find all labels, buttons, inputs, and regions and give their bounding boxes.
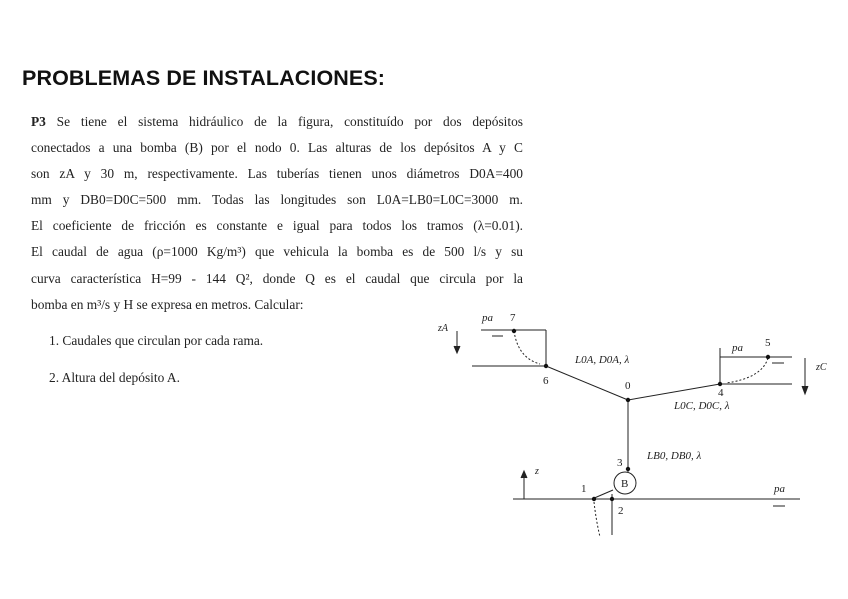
label-node-4: 4 xyxy=(718,387,724,399)
question-1: 1. Caudales que circulan por cada rama. xyxy=(49,333,264,348)
za-arrow xyxy=(454,346,460,353)
node-4-dot xyxy=(718,382,722,386)
label-node-0: 0 xyxy=(625,380,631,392)
z-arrow xyxy=(521,471,527,478)
label-pa-bottom: pa xyxy=(774,483,785,495)
label-pipe-b0: LB0, DB0, λ xyxy=(647,450,702,462)
zc-arrow xyxy=(802,386,808,394)
problem-line-8: bomba en m³/s y H se expresa en metros. Calcular: xyxy=(31,296,304,312)
pipe-0c xyxy=(628,384,720,400)
label-zc: zC xyxy=(816,362,827,373)
node-7-dot xyxy=(512,329,516,333)
label-za: zA xyxy=(438,323,448,334)
label-node-2: 2 xyxy=(618,505,624,517)
problem-line-6: El caudal de agua (ρ=1000 Kg/m³) que vehicula la bomba es de 500 l/s y su xyxy=(31,244,523,260)
label-node-1: 1 xyxy=(581,483,587,495)
suction-streamline xyxy=(594,502,600,537)
problem-label: P3 xyxy=(31,114,46,129)
problem-line-7: curva característica H=99 - 144 Q², donde Q es el caudal que circula por la xyxy=(31,270,523,286)
problem-line-1: P3 Se tiene el sistema hidráulico de la figura, constituído por dos depósitos xyxy=(31,114,523,129)
node-2-dot xyxy=(610,497,614,501)
label-pa-right: pa xyxy=(732,342,743,354)
label-z: z xyxy=(535,466,539,477)
page-title: PROBLEMAS DE INSTALACIONES: xyxy=(22,66,386,90)
label-node-3: 3 xyxy=(617,457,623,469)
label-pa-left: pa xyxy=(482,312,493,324)
node-3-dot xyxy=(626,467,630,471)
label-node-6: 6 xyxy=(543,375,549,387)
label-pipe-0c: L0C, D0C, λ xyxy=(674,400,730,412)
reservoir-c-streamline xyxy=(726,358,768,383)
problem-line-4: mm y DB0=D0C=500 mm. Todas las longitudes son L0A=LB0=L0C=3000 m. xyxy=(31,192,523,208)
reservoir-a-streamline xyxy=(514,331,540,364)
label-node-7: 7 xyxy=(510,312,516,324)
label-pipe-0a: L0A, D0A, λ xyxy=(575,354,630,366)
problem-line-3: son zA y 30 m, respectivamente. Las tuberías tienen unos diámetros D0A=400 xyxy=(31,166,523,182)
problem-line-5: El coeficiente de fricción es constante e igual para todos los tramos (λ=0.01). xyxy=(31,218,523,234)
question-2: 2. Altura del depósito A. xyxy=(49,370,180,385)
node-5-dot xyxy=(766,355,770,359)
node-6-dot xyxy=(544,364,548,368)
node-1-dot xyxy=(592,497,596,501)
node-0-dot xyxy=(626,398,630,402)
label-node-5: 5 xyxy=(765,337,771,349)
label-pump: B xyxy=(621,478,629,490)
problem-line-2: conectados a una bomba (B) por el nodo 0. Las alturas de los depósitos A y C xyxy=(31,140,523,156)
pipe-0a xyxy=(546,366,628,400)
